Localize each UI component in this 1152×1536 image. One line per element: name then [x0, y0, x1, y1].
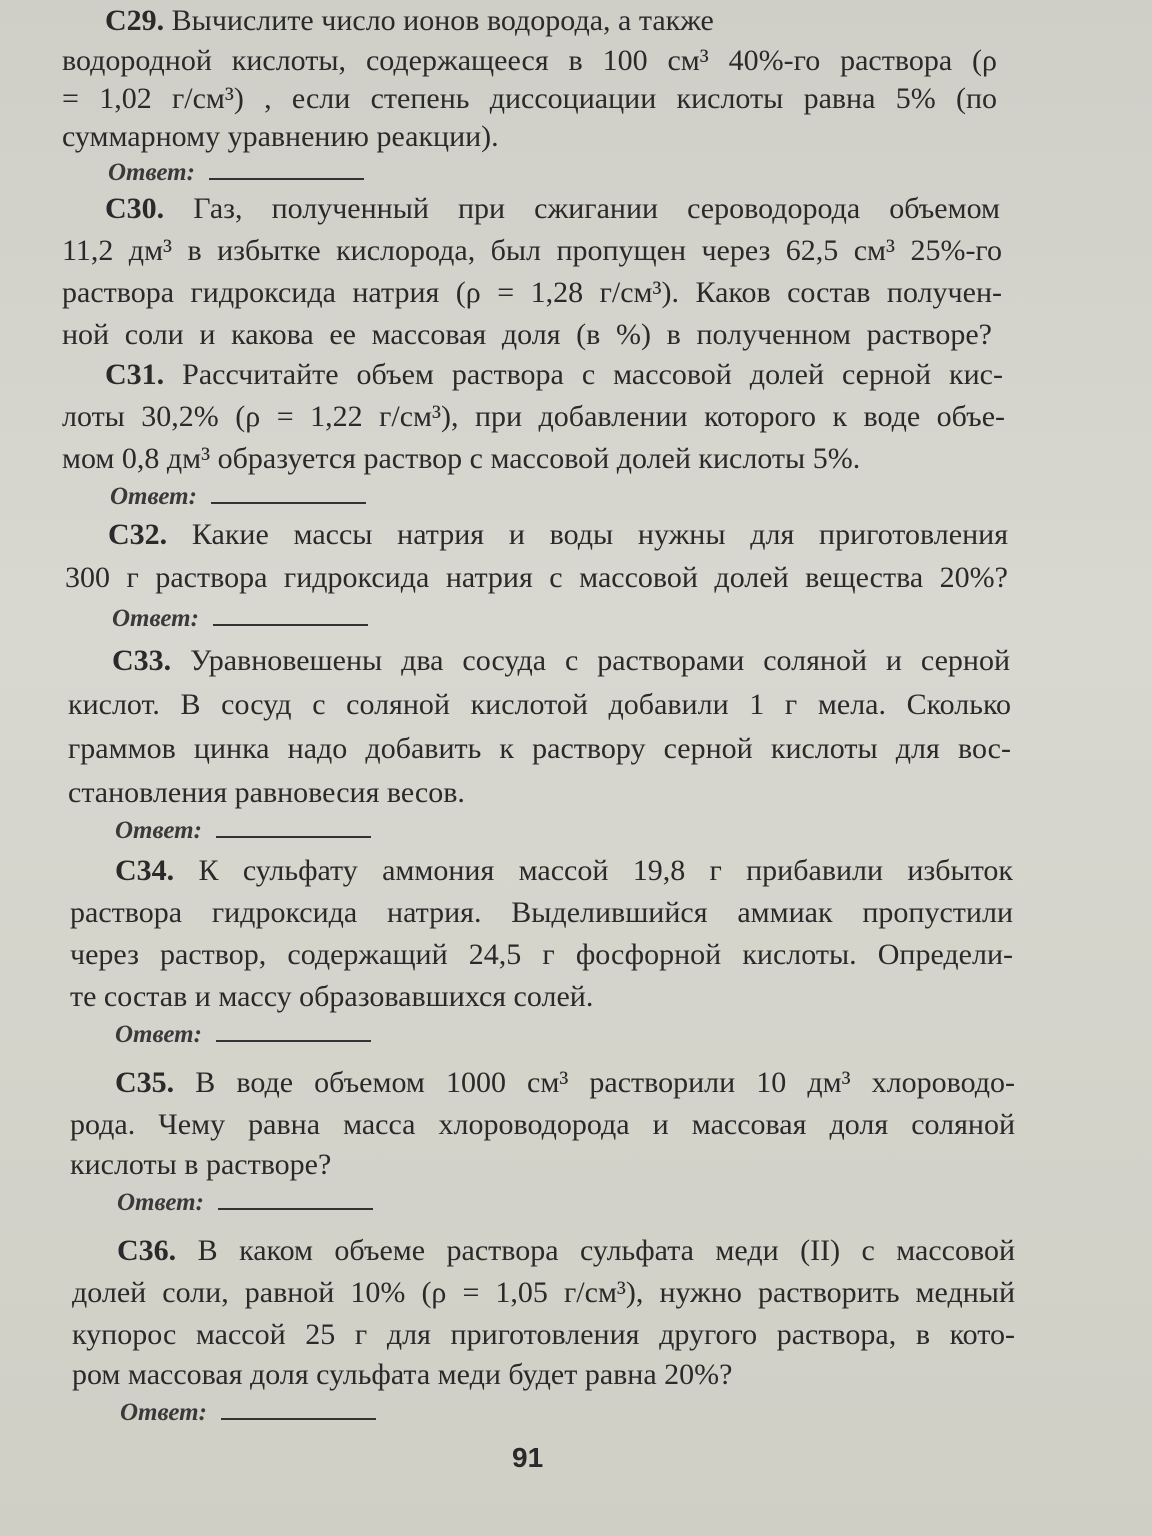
problem-c33-line-3: граммов цинка надо добавить к раствору серной кислоты для вос-: [68, 732, 1011, 765]
answer-blank[interactable]: [216, 826, 371, 838]
page-number: 91: [512, 1442, 544, 1473]
problem-c36-line-3: купорос массой 25 г для приготовления другого раствора, в кото-: [72, 1318, 1015, 1351]
problem-c30-line-2: 11,2 дм³ в избытке кислорода, был пропущен через 62,5 см³ 25%-го: [62, 234, 1002, 267]
problem-c29-line-2: водородной кислоты, содержащееся в 100 см³ 40%-го раствора (ρ: [62, 44, 997, 77]
problem-c34-line-4: те состав и массу образовавшихся солей.: [70, 980, 594, 1013]
answer-blank[interactable]: [216, 1030, 371, 1042]
answer-blank[interactable]: [209, 168, 364, 180]
problem-c36-line-2: долей соли, равной 10% (ρ = 1,05 г/см³), нужно растворить медный: [72, 1276, 1015, 1309]
problem-c35-line-1: C35. В воде объемом 1000 см³ растворили 10 дм³ хлороводо-: [115, 1066, 1015, 1099]
answer-blank[interactable]: [221, 1408, 376, 1420]
problem-c33-line-2: кислот. В сосуд с соляной кислотой добавили 1 г мела. Сколько: [68, 688, 1011, 721]
problem-c34-line-3: через раствор, содержащий 24,5 г фосфорной кислоты. Определи-: [70, 938, 1013, 971]
problem-c31-line-3: мом 0,8 дм³ образуется раствор с массовой долей кислоты 5%.: [62, 442, 861, 475]
problem-c35-line-2: рода. Чему равна масса хлороводорода и массовая доля соляной: [70, 1108, 1015, 1141]
answer-blank[interactable]: [213, 614, 368, 626]
problem-c33-line-1: C33. Уравновешены два сосуда с растворами соляной и серной: [112, 644, 1011, 677]
problem-c29-line-1: C29. Вычислите число ионов водорода, а также: [105, 4, 714, 37]
problem-number: C29.: [105, 4, 165, 37]
problem-c32-line-1: C32. Какие массы натрия и воды нужны для приготовления: [108, 518, 1008, 551]
answer-c29: Ответ:: [108, 158, 364, 188]
answer-blank[interactable]: [211, 492, 366, 504]
problem-c30-line-3: раствора гидроксида натрия (ρ = 1,28 г/см³). Каков состав получен-: [62, 276, 1002, 309]
problem-c36-line-4: ром массовая доля сульфата меди будет равна 20%?: [72, 1358, 733, 1391]
answer-c33: Ответ:: [115, 816, 371, 846]
answer-c31: Ответ:: [110, 482, 366, 512]
problem-c30-line-1: C30. Газ, полученный при сжигании сероводорода объемом: [105, 192, 1001, 225]
problem-c33-line-4: становления равновесия весов.: [68, 776, 465, 809]
problem-c30-line-4: ной соли и какова ее массовая доля (в %) в полученном растворе?: [62, 318, 992, 351]
answer-c34: Ответ:: [115, 1020, 371, 1050]
problem-c34-line-2: раствора гидроксида натрия. Выделившийся аммиак пропустили: [70, 896, 1013, 929]
problem-c31-line-2: лоты 30,2% (ρ = 1,22 г/см³), при добавлении которого к воде объе-: [62, 400, 1005, 433]
problem-c31-line-1: C31. Рассчитайте объем раствора с массовой долей серной кис-: [105, 358, 1003, 391]
problem-c34-line-1: C34. К сульфату аммония массой 19,8 г прибавили избыток: [115, 854, 1013, 887]
answer-c32: Ответ:: [112, 604, 368, 634]
problem-c29-line-3: = 1,02 г/см³) , если степень диссоциации кислоты равна 5% (по: [62, 82, 997, 115]
problem-c35-line-3: кислоты в растворе?: [70, 1148, 332, 1181]
answer-c36: Ответ:: [120, 1398, 376, 1428]
problem-c29-line-4: суммарному уравнению реакции).: [62, 120, 499, 153]
problem-c32-line-2: 300 г раствора гидроксида натрия с массовой долей вещества 20%?: [65, 561, 1008, 594]
answer-blank[interactable]: [218, 1198, 373, 1210]
answer-c35: Ответ:: [117, 1188, 373, 1218]
problem-c36-line-1: C36. В каком объеме раствора сульфата меди (II) с массовой: [117, 1234, 1016, 1267]
